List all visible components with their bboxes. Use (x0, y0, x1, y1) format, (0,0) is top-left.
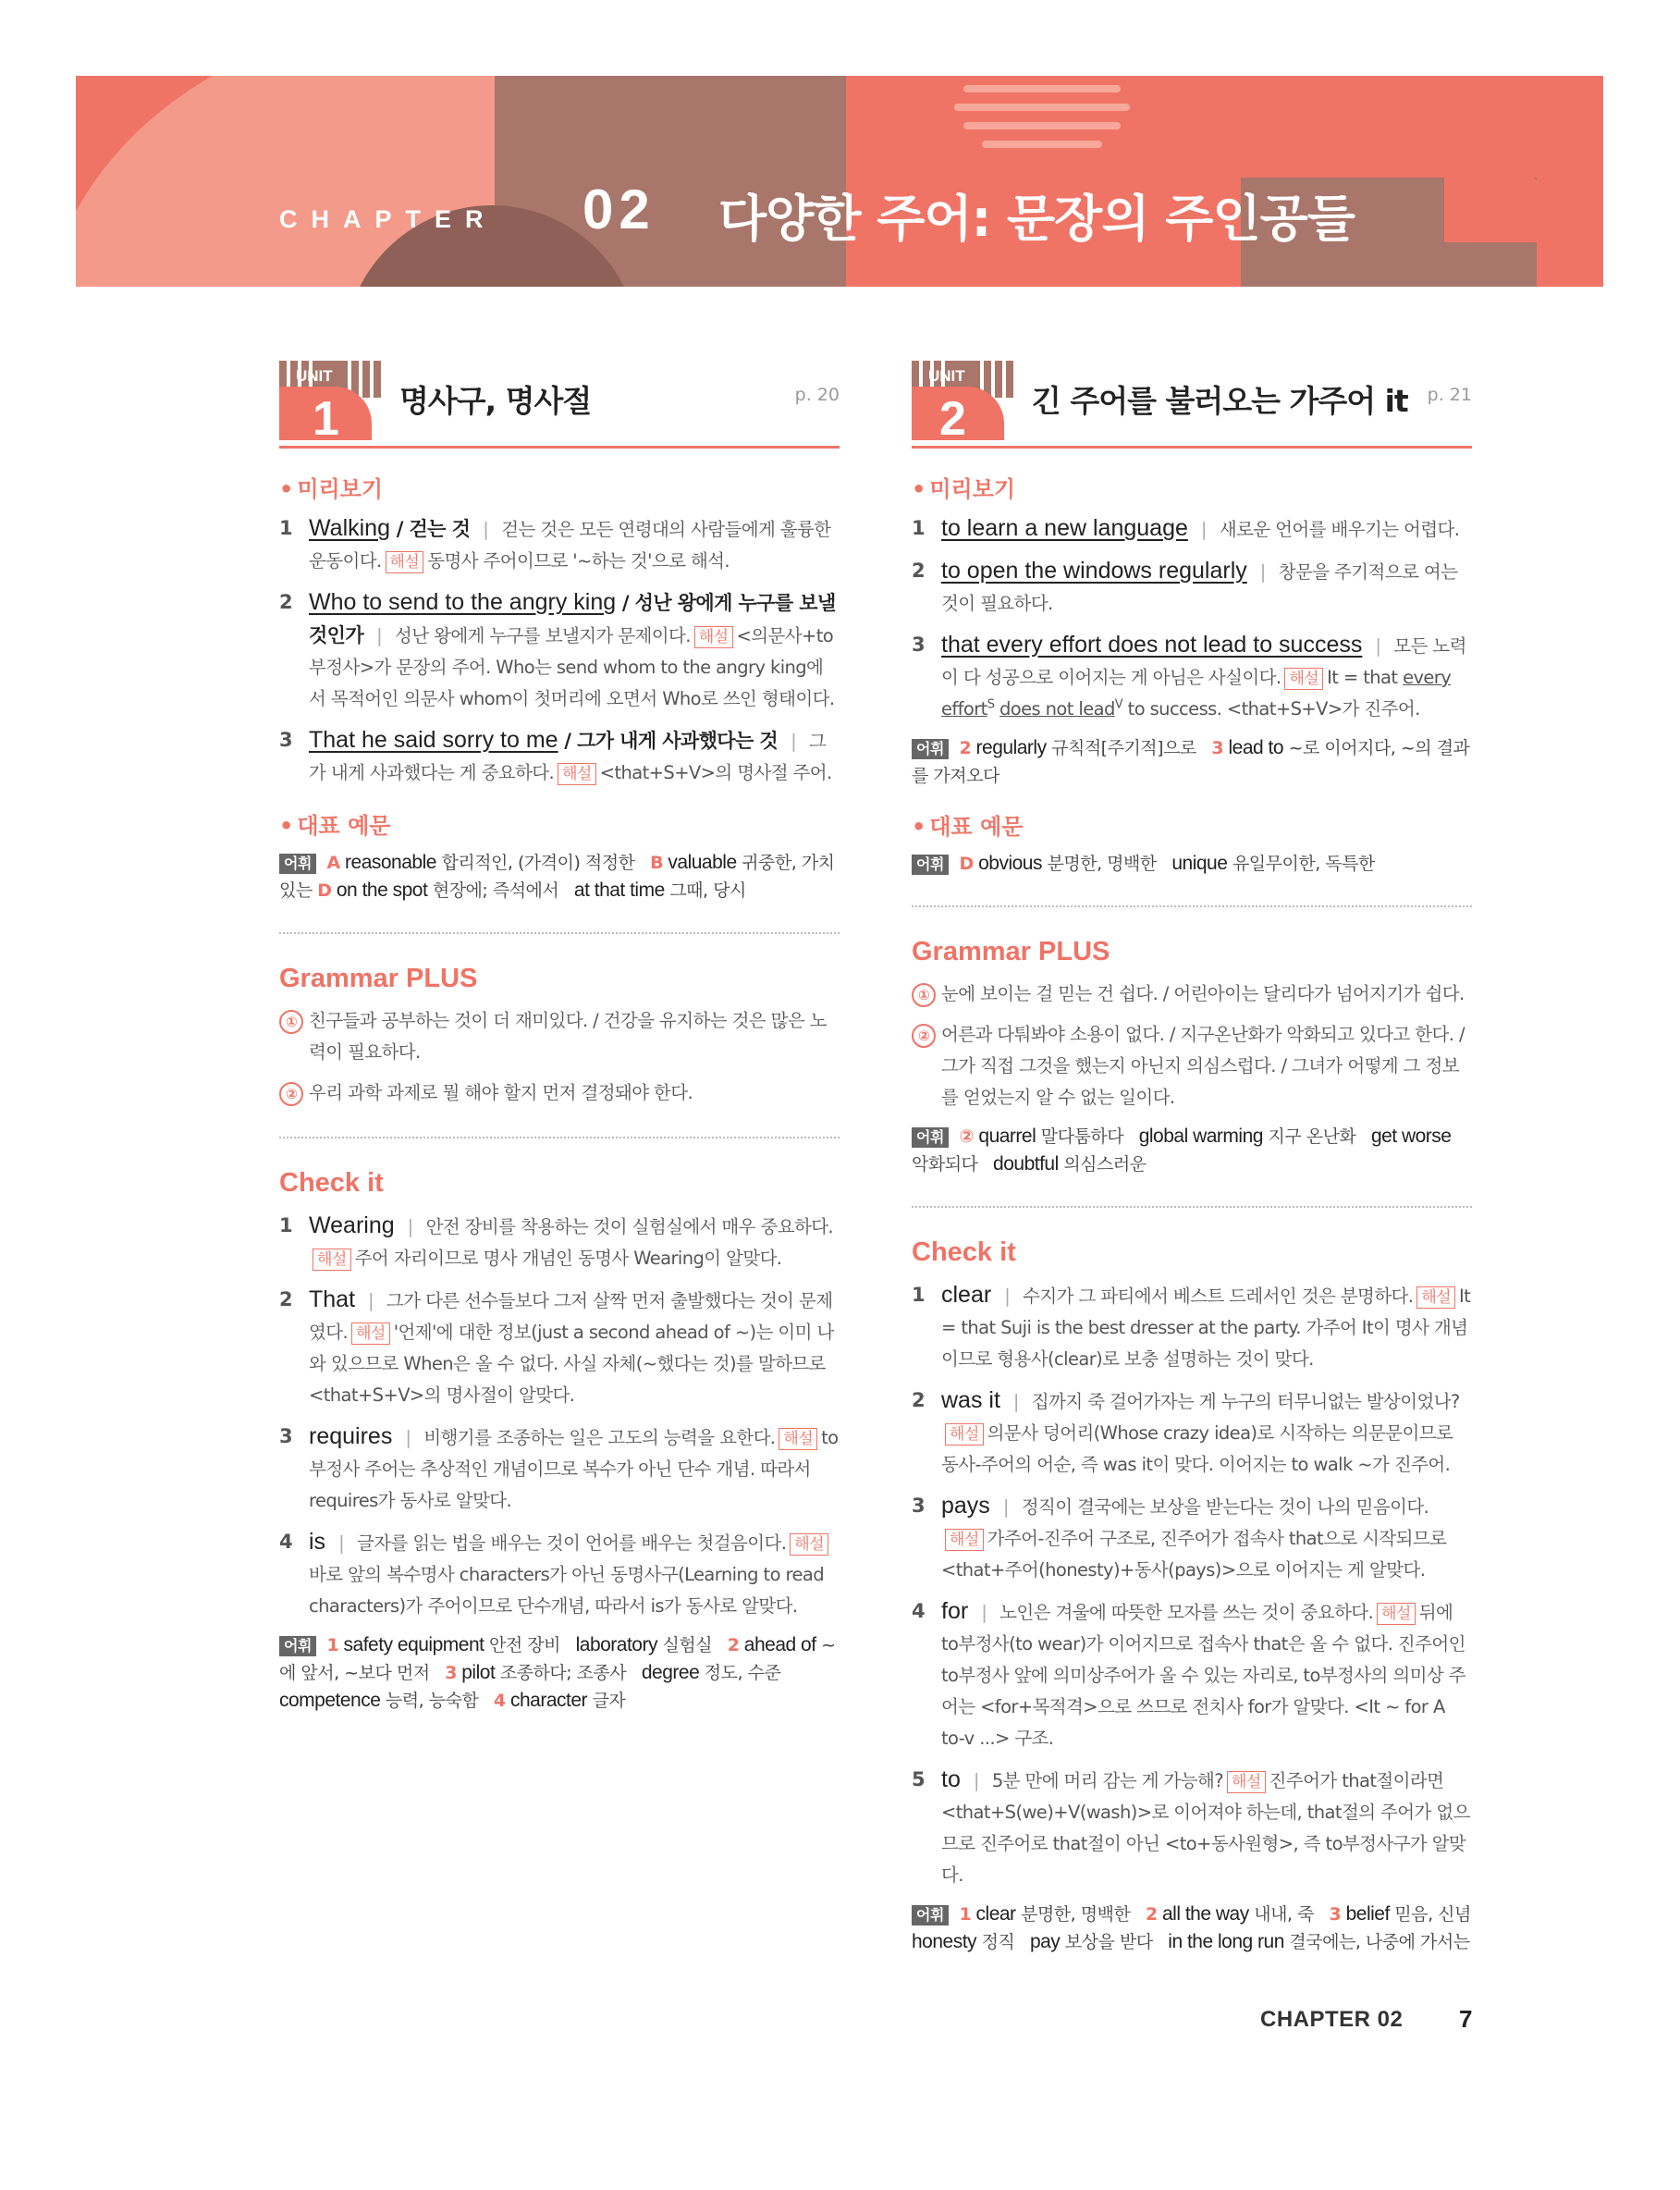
check-item: 1 Wearing | 안전 장비를 착용하는 것이 실험실에서 매우 중요하다.해설 주어 자리이므로 명사 개념인 동명사 Wearing이 알맞다. (279, 1212, 834, 1269)
preview-item: 3 That he said sorry to me / 그가 내게 사과했다는 것 | 그가 내게 사과했다는 게 중요하다. 해설 <that+S+V>의 명사절 주어. (279, 727, 832, 783)
preview-item: 2 Who to send to the angry king / 성난 왕에게 누구를 보낼 것인가 | 성난 왕에게 누구를 보낼지가 문제이다. 해설 <의문사+to부정사>가 문장의 주어. Who는 send whom to the angry king에서 목적어인 의문사 whom이 첫머리에 오면서 Who로 쓰인 형태이다. (279, 589, 836, 709)
grammar-plus-heading: Grammar PLUS (279, 964, 478, 993)
chapter-banner (76, 76, 1603, 287)
unit-2-column (912, 353, 1472, 1967)
divider (912, 1206, 1472, 1208)
check-item: 3 pays | 정직이 결국에는 보상을 받는다는 것이 나의 믿음이다.해설 가주어-진주어 구조로, 진주어가 접속사 that으로 시작되므로 <that+주어(honesty)+동사(pays)>으로 이어지는 게 알맞다. (912, 1493, 1447, 1581)
vocab-box: 어휘 1 clear 분명한, 명백한 2 all the way 내내, 죽 3 belief 믿음, 신념 honesty 정직 pay 보상을 받다 in the long run 결국에는, 나중에 가서는 (912, 1903, 1471, 1952)
unit-2-word: UNIT (928, 367, 965, 385)
check-item: 4 is | 글자를 읽는 법을 배우는 것이 언어를 배우는 첫걸음이다. 해설바로 앞의 복수명사 characters가 아닌 동명사구(Learning to read characters)가 주어이므로 단수개념, 따라서 is가 동사로 알맞다. (279, 1526, 840, 1622)
chapter-title: 다양한 주어: 문장의 주인공들 (718, 190, 1355, 248)
example-heading: • 대표 예문 (912, 814, 1024, 840)
explanation-tag: 해설 (558, 763, 596, 785)
footer-chapter: CHAPTER 02 (1260, 2007, 1404, 2032)
unit-1-page-ref: p. 20 (794, 385, 840, 405)
vocab-box: 어휘 2 regularly 규칙적[주기적]으로 3 lead to ~로 이어지다, ~의 결과를 가져오다 (912, 737, 1470, 786)
check-it-heading: Check it (279, 1168, 384, 1198)
grammar-plus-heading: Grammar PLUS (912, 937, 1110, 966)
unit-2-page-ref: p. 21 (1427, 385, 1472, 405)
unit-1-word: UNIT (296, 367, 333, 385)
unit-1-number: 1 (313, 392, 339, 440)
divider (279, 932, 840, 934)
unit-2-badge (912, 361, 1013, 440)
chapter-number: 02 (582, 178, 656, 240)
unit-2-header (912, 353, 1472, 449)
vocab-box: 어휘 ② quarrel 말다툼하다 global warming 지구 온난화 get worse 악화되다 doubtful 의심스러운 (912, 1126, 1452, 1175)
page-number: 7 (1459, 2005, 1473, 2033)
check-item: 5 to | 5분 만에 머리 감는 게 가능해? 해설 진주어가 that절이라면 <that+S(we)+V(wash)>로 이어져야 하는데, that절의 주어가 없으므로 진주어로 that절이 아닌 <to+동사원형>, 즉 to부정사구가 알맞다. (912, 1766, 1470, 1886)
preview-heading: • 미리보기 (279, 476, 384, 502)
chapter-label: CHAPTER (279, 205, 497, 233)
preview-item: 1 to learn a new language | 새로운 언어를 배우기는 어렵다. (912, 515, 1460, 541)
grammar-plus-item: ② 우리 과학 과제로 뭘 해야 할지 먼저 결정돼야 한다. (279, 1077, 840, 1109)
unit-1-title: 명사구, 명사절 (399, 383, 592, 419)
check-item: 3 requires | 비행기를 조종하는 일은 고도의 능력을 요한다. 해설 to부정사 주어는 추상적인 개념이므로 복수가 아닌 단수 개념. 따라서 requires가 동사로 알맞다. (279, 1423, 839, 1511)
divider (279, 1137, 840, 1138)
check-item: 1 clear | 수지가 그 파티에서 베스트 드레서인 것은 분명하다. 해설 It = that Suji is the best dresser at the party. 가주어 It이 명사 개념이므로 형용사(clear)로 보충 설명하는 것이 맞다. (912, 1282, 1471, 1370)
unit-2-number: 2 (939, 392, 966, 440)
unit-1-header (279, 353, 840, 449)
preview-item: 3 that every effort does not lead to success | 모든 노력이 다 성공으로 이어지는 게 아님은 사실이다. 해설 It = that every effort$^S$ does not lead$^V$ to success. <that+S+V>가 진주어. (912, 632, 1466, 720)
preview-item: 2 to open the windows regularly | 창문을 주기적으로 여는 것이 필요하다. (912, 558, 1458, 614)
grammar-plus-item: ① 친구들과 공부하는 것이 더 재미있다. / 건강을 유지하는 것은 많은 노력이 필요하다. (279, 1005, 840, 1068)
unit-1-badge (279, 361, 381, 440)
check-it-heading: Check it (912, 1237, 1016, 1267)
preview-heading: • 미리보기 (912, 476, 1016, 502)
example-heading: • 대표 예문 (279, 813, 391, 839)
check-item: 2 was it | 집까지 죽 걸어가자는 게 누구의 터무니없는 발상이었나?해설 의문사 덩어리(Whose crazy idea)로 시작하는 의문문이므로 동사-주어의 어순, 즉 was it이 맞다. 이어지는 to walk ~가 진주어. (912, 1387, 1460, 1475)
divider (912, 905, 1472, 907)
unit-2-title: 긴 주어를 불러오는 가주어 it (1032, 383, 1408, 419)
grammar-plus-item: ① 눈에 보이는 걸 믿는 건 쉽다. / 어린아이는 달리다가 넘어지기가 쉽다. (912, 978, 1472, 1010)
explanation-tag: 해설 (694, 626, 733, 648)
vocab-box: 어휘 1 safety equipment 안전 장비 laboratory 실험실 2 ahead of ~에 앞서, ~보다 먼저 3 pilot 조종하다; 조종사 degree 정도, 수준 competence 능력, 능숙함 4 character 글자 (279, 1634, 836, 1711)
vocab-box: 어휘 A reasonable 합리적인, (가격이) 적정한 B valuable 귀중한, 가치 있는 D on the spot 현장에; 즉석에서 at that time 그때, 당시 (279, 852, 835, 901)
explanation-tag: 해설 (386, 551, 424, 573)
preview-item: 1 Walking / 걷는 것 | 걷는 것은 모든 연령대의 사람들에게 훌륭한 운동이다. 해설 동명사 주어이므로 '~하는 것'으로 해석. (279, 515, 831, 572)
vocab-box: 어휘 D obvious 분명한, 명백한 unique 유일무이한, 독특한 (912, 850, 1472, 878)
check-item: 2 That | 그가 다른 선수들보다 그저 살짝 먼저 출발했다는 것이 문제였다. 해설 '언제'에 대한 정보(just a second ahead of ~)는 이미 나와 있으므로 When은 올 수 없다. 사실 자체(~했다는 것)를 말하므로 <that+S+V>의 명사절이 알맞다. (279, 1286, 834, 1406)
unit-1-column (279, 353, 840, 1726)
check-item: 4 for | 노인은 겨울에 따뜻한 모자를 쓰는 것이 중요하다. 해설 뒤에 to부정사(to wear)가 이어지므로 접속사 that은 올 수 없다. 진주어인 to부정사 앞에 의미상주어가 올 수 있는 자리로, to부정사의 의미상 주어는 <for+목적격>으로 쓰므로 전치사 for가 알맞다. <It ~ for A to-v ...> 구조. (912, 1598, 1465, 1749)
grammar-plus-item: ② 어른과 다퉈봐야 소용이 없다. / 지구온난화가 악화되고 있다고 한다. / 그가 직접 그것을 했는지 아닌지 의심스럽다. / 그녀가 어떻게 그 정보를 얻었는지 알 수 없는 일이다. (912, 1019, 1472, 1113)
